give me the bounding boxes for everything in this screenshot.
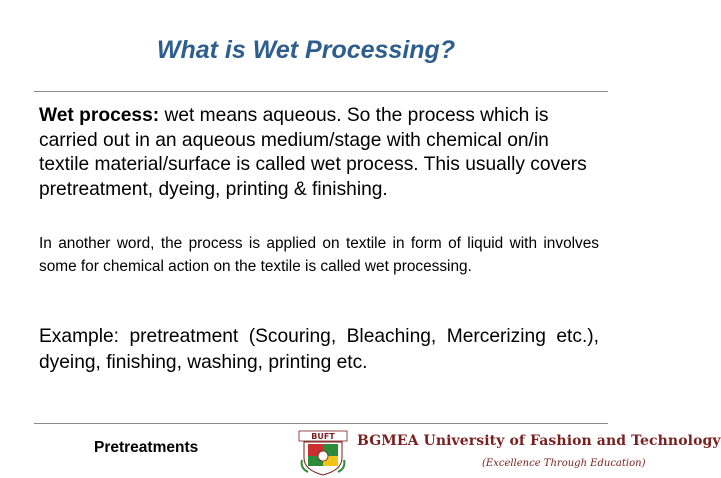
university-logo-icon xyxy=(298,430,348,476)
slide-title: What is Wet Processing? xyxy=(156,36,456,64)
definition-paragraph xyxy=(39,104,604,202)
university-name: BGMEA University of Fashion and Technology xyxy=(357,433,721,449)
alternate-definition-paragraph: In another word, the process is applied on textile in form of liquid with involves some for chemical action on the textile is called wet processing. xyxy=(39,235,599,275)
definition-text: wet means aqueous. So the process which is carried out in an aqueous medium/stage with chemical on/in textile material/surface is called wet process. This usually covers pretreatment, dyeing, printing & finishing. xyxy=(39,105,587,200)
bottom-divider xyxy=(34,423,608,424)
logo-text: BUFT xyxy=(311,432,335,441)
example-paragraph: Example: pretreatment (Scouring, Bleaching, Mercerizing etc.), dyeing, finishing, washing, printing etc. xyxy=(39,326,599,373)
university-motto: (Excellence Through Education) xyxy=(482,458,646,469)
footer-section-label: Pretreatments xyxy=(94,439,199,456)
top-divider xyxy=(34,91,608,92)
definition-label: Wet process: xyxy=(39,105,160,126)
